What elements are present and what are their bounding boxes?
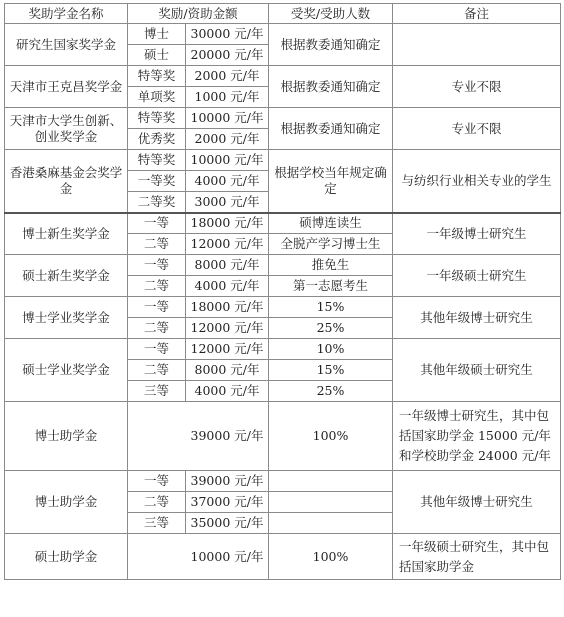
- level: 博士: [128, 24, 186, 45]
- amount: 8000 元/年: [186, 255, 269, 276]
- amount: 10000 元/年: [128, 534, 269, 580]
- level: 硕士: [128, 45, 186, 66]
- recipients: 硕博连读生: [269, 213, 393, 234]
- header-notes: 备注: [393, 4, 561, 24]
- amount: 35000 元/年: [186, 513, 269, 534]
- amount: 2000 元/年: [186, 129, 269, 150]
- amount: 39000 元/年: [186, 471, 269, 492]
- recipients: 根据教委通知确定: [269, 24, 393, 66]
- level: 二等: [128, 276, 186, 297]
- amount: 20000 元/年: [186, 45, 269, 66]
- notes: 一年级硕士研究生: [393, 255, 561, 297]
- amount: 30000 元/年: [186, 24, 269, 45]
- table-row: [5, 24, 561, 45]
- recipients: 100%: [269, 534, 393, 580]
- scholarship-name: 研究生国家奖学金: [5, 24, 128, 66]
- amount: 2000 元/年: [186, 66, 269, 87]
- notes: 其他年级博士研究生: [393, 471, 561, 534]
- amount: 3000 元/年: [186, 192, 269, 213]
- recipients: [269, 513, 393, 534]
- level: 二等: [128, 234, 186, 255]
- amount: 4000 元/年: [186, 171, 269, 192]
- recipients: 10%: [269, 339, 393, 360]
- notes: [393, 24, 561, 66]
- level: 单项奖: [128, 87, 186, 108]
- recipients: 25%: [269, 381, 393, 402]
- amount: 37000 元/年: [186, 492, 269, 513]
- recipients: 100%: [269, 402, 393, 471]
- amount: 39000 元/年: [128, 402, 269, 471]
- scholarship-name: 香港桑麻基金会奖学金: [5, 150, 128, 213]
- level: 二等: [128, 492, 186, 513]
- amount: 12000 元/年: [186, 234, 269, 255]
- recipients: 全脱产学习博士生: [269, 234, 393, 255]
- recipients: 第一志愿考生: [269, 276, 393, 297]
- amount: 4000 元/年: [186, 276, 269, 297]
- table-row: [5, 297, 561, 318]
- recipients: 根据教委通知确定: [269, 66, 393, 108]
- level: 二等奖: [128, 192, 186, 213]
- notes: 一年级硕士研究生，其中包括国家助学金: [393, 534, 561, 580]
- recipients: 根据学校当年规定确定: [269, 150, 393, 213]
- level: 一等奖: [128, 171, 186, 192]
- level: 一等: [128, 255, 186, 276]
- recipients: [269, 471, 393, 492]
- amount: 18000 元/年: [186, 297, 269, 318]
- level: 一等: [128, 297, 186, 318]
- notes: 与纺织行业相关专业的学生: [393, 150, 561, 213]
- table-row: [5, 108, 561, 129]
- table-row: [5, 255, 561, 276]
- table-row: [5, 471, 561, 492]
- scholarship-name: 博士学业奖学金: [5, 297, 128, 339]
- amount: 8000 元/年: [186, 360, 269, 381]
- notes: 一年级博士研究生，其中包括国家助学金 15000 元/年和学校助学金 24000 元/年: [393, 402, 561, 471]
- recipients: 15%: [269, 297, 393, 318]
- notes: 其他年级博士研究生: [393, 297, 561, 339]
- amount: 12000 元/年: [186, 318, 269, 339]
- amount: 10000 元/年: [186, 108, 269, 129]
- scholarship-name: 博士助学金: [5, 471, 128, 534]
- recipients: [269, 492, 393, 513]
- header-recipients: 受奖/受助人数: [269, 4, 393, 24]
- amount: 4000 元/年: [186, 381, 269, 402]
- level: 二等: [128, 360, 186, 381]
- level: 特等奖: [128, 66, 186, 87]
- level: 三等: [128, 513, 186, 534]
- level: 特等奖: [128, 150, 186, 171]
- scholarship-name: 博士助学金: [5, 402, 128, 471]
- scholarship-name: 博士新生奖学金: [5, 213, 128, 255]
- level: 特等奖: [128, 108, 186, 129]
- table-row: [5, 534, 561, 580]
- table-row: [5, 402, 561, 471]
- recipients: 推免生: [269, 255, 393, 276]
- amount: 12000 元/年: [186, 339, 269, 360]
- table-row: [5, 66, 561, 87]
- level: 一等: [128, 339, 186, 360]
- table-row: [5, 150, 561, 171]
- level: 一等: [128, 213, 186, 234]
- header-amount: 奖励/资助金额: [128, 4, 269, 24]
- amount: 10000 元/年: [186, 150, 269, 171]
- table-row: [5, 339, 561, 360]
- notes: 一年级博士研究生: [393, 213, 561, 255]
- recipients: 15%: [269, 360, 393, 381]
- scholarship-name: 硕士学业奖学金: [5, 339, 128, 402]
- scholarship-name: 天津市大学生创新、创业奖学金: [5, 108, 128, 150]
- table-row: [5, 213, 561, 234]
- header-name: 奖助学金名称: [5, 4, 128, 24]
- scholarship-name: 硕士新生奖学金: [5, 255, 128, 297]
- recipients: 根据教委通知确定: [269, 108, 393, 150]
- amount: 1000 元/年: [186, 87, 269, 108]
- level: 二等: [128, 318, 186, 339]
- level: 三等: [128, 381, 186, 402]
- level: 优秀奖: [128, 129, 186, 150]
- table-header-row: [5, 4, 561, 24]
- scholarship-name: 天津市王克昌奖学金: [5, 66, 128, 108]
- notes: 专业不限: [393, 66, 561, 108]
- scholarship-table: [4, 3, 561, 580]
- amount: 18000 元/年: [186, 213, 269, 234]
- notes: 其他年级硕士研究生: [393, 339, 561, 402]
- notes: 专业不限: [393, 108, 561, 150]
- recipients: 25%: [269, 318, 393, 339]
- scholarship-name: 硕士助学金: [5, 534, 128, 580]
- level: 一等: [128, 471, 186, 492]
